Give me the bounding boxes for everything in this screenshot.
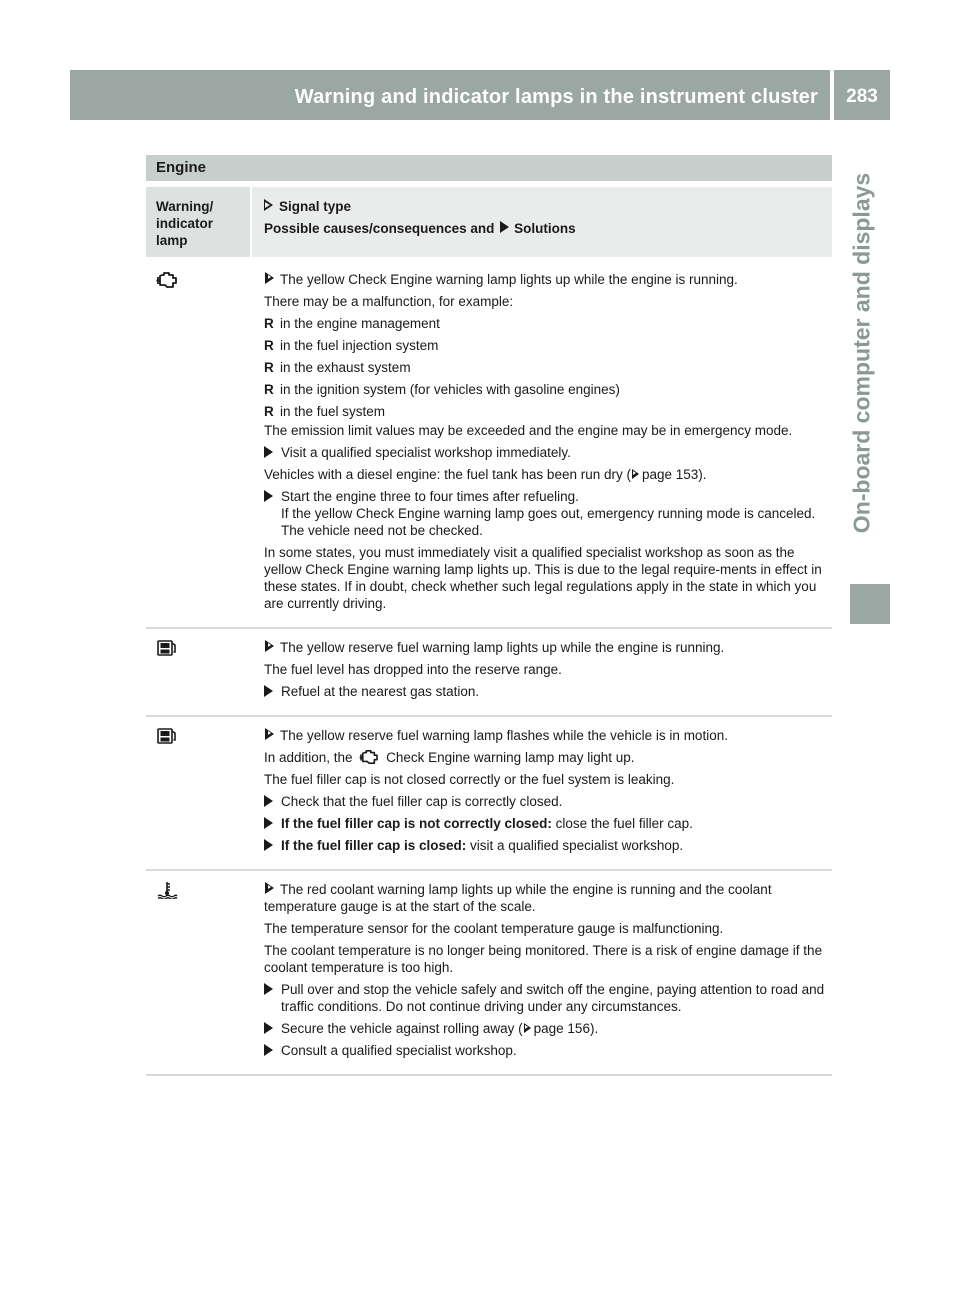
section-title: Engine xyxy=(156,159,207,176)
paragraph: Vehicles with a diesel engine: the fuel tank has been run dry ( page 153). xyxy=(264,467,707,482)
action-step: Start the engine three to four times after refueling. If the yellow Check Engine warning lamp goes out, emergency running mode is canceled. The vehicle need not be checked. xyxy=(264,488,830,539)
column-header-lamp-text: Warning/ indicator lamp xyxy=(156,199,214,248)
action-arrow-icon xyxy=(264,446,273,458)
signal-type-icon xyxy=(264,199,273,211)
table-row xyxy=(146,871,832,1076)
cause-intro: There may be a malfunction, for example: xyxy=(264,294,514,309)
list-item: R in the fuel injection system xyxy=(264,338,439,353)
fuel-pump-icon xyxy=(156,727,178,745)
page-reference-icon xyxy=(632,469,639,479)
solutions-arrow-icon xyxy=(500,221,509,233)
solutions-label: Solutions xyxy=(514,221,576,236)
section-header xyxy=(146,155,832,181)
action-arrow-icon xyxy=(264,490,273,502)
page-reference-link[interactable]: page 156). xyxy=(533,1021,599,1036)
action-arrow-icon xyxy=(264,795,273,807)
chapter-label: On-board computer and displays xyxy=(848,172,875,534)
chapter-marker xyxy=(850,584,890,624)
table-row xyxy=(146,261,832,629)
page-header-title: Warning and indicator lamps in the instrument cluster xyxy=(294,86,818,108)
list-item: R in the exhaust system xyxy=(264,360,411,375)
paragraph: In some states, you must immediately visit a qualified specialist workshop as soon as the yellow Check Engine warning lamp lights up. This is due to the legal require-ments in effect in these states. If in doubt, check whether such legal regulations apply in the state in which you are currently driving. xyxy=(264,545,822,611)
content-cell xyxy=(252,871,832,1074)
action-arrow-icon xyxy=(264,1022,273,1034)
signal-text: The yellow Check Engine warning lamp lights up while the engine is running. xyxy=(280,272,738,287)
paragraph: The fuel level has dropped into the reserve range. xyxy=(264,662,562,677)
paragraph: The fuel filler cap is not closed correctly or the fuel system is leaking. xyxy=(264,772,675,787)
content-cell xyxy=(252,261,832,627)
causes-label: Possible causes/consequences and xyxy=(264,221,495,236)
column-header-signal xyxy=(252,187,832,257)
signal-type-label: Signal type xyxy=(279,199,352,214)
action-arrow-icon xyxy=(264,983,273,995)
signal-type-icon xyxy=(265,882,274,894)
paragraph: The temperature sensor for the coolant temperature gauge is malfunctioning. xyxy=(264,921,724,936)
action-arrow-icon xyxy=(264,1044,273,1056)
list-item: R in the fuel system xyxy=(264,404,386,419)
paragraph: The emission limit values may be exceeded and the engine may be in emergency mode. xyxy=(264,423,793,438)
action-step: If the fuel filler cap is not correctly closed: close the fuel filler cap. xyxy=(264,815,830,832)
action-step: Refuel at the nearest gas station. xyxy=(264,683,830,700)
action-step: Secure the vehicle against rolling away ( page 156). xyxy=(264,1020,830,1037)
lamp-cell xyxy=(146,629,252,715)
lamp-cell xyxy=(146,261,252,627)
fuel-pump-icon xyxy=(156,639,178,657)
action-step: Visit a qualified specialist workshop immediately. xyxy=(264,444,830,461)
signal-type-icon xyxy=(265,640,274,652)
content-cell xyxy=(252,629,832,715)
paragraph: The coolant temperature is no longer being monitored. There is a risk of engine damage if the coolant temperature is too high. xyxy=(264,943,823,975)
warning-lamp-table xyxy=(146,187,832,1076)
page-reference-icon xyxy=(524,1023,531,1033)
signal-type-icon xyxy=(265,728,274,740)
check-engine-icon xyxy=(358,749,380,765)
lamp-cell xyxy=(146,717,252,869)
list-item: R in the ignition system (for vehicles with gasoline engines) xyxy=(264,382,620,397)
action-arrow-icon xyxy=(264,839,273,851)
content-cell xyxy=(252,717,832,869)
header-bar xyxy=(70,70,830,120)
action-step: Pull over and stop the vehicle safely and switch off the engine, paying attention to road and traffic conditions. Do not continue driving under any circumstances. xyxy=(264,981,830,1015)
page-reference-link[interactable]: page 153). xyxy=(641,467,707,482)
coolant-temperature-icon xyxy=(156,881,178,899)
action-arrow-icon xyxy=(264,685,273,697)
lamp-cell xyxy=(146,871,252,1074)
chapter-side-tab xyxy=(834,125,890,580)
signal-type-icon xyxy=(265,272,274,284)
paragraph: In addition, the Check Engine warning lamp may light up. xyxy=(264,750,635,765)
table-row xyxy=(146,629,832,717)
page-number-box xyxy=(834,70,890,120)
list-item: R in the engine management xyxy=(264,316,440,331)
signal-text: The yellow reserve fuel warning lamp flashes while the vehicle is in motion. xyxy=(280,728,728,743)
action-step: Check that the fuel filler cap is correctly closed. xyxy=(264,793,830,810)
action-step: If the fuel filler cap is closed: visit a qualified specialist workshop. xyxy=(264,837,830,854)
signal-text: The yellow reserve fuel warning lamp lights up while the engine is running. xyxy=(280,640,725,655)
column-header-lamp xyxy=(146,187,250,257)
table-row xyxy=(146,717,832,871)
table-header xyxy=(146,187,832,257)
check-engine-icon xyxy=(156,271,178,289)
action-arrow-icon xyxy=(264,817,273,829)
action-step: Consult a qualified specialist workshop. xyxy=(264,1042,830,1059)
signal-text: The red coolant warning lamp lights up while the engine is running and the coolant temperature gauge is at the start of the scale. xyxy=(264,882,772,914)
page-number: 283 xyxy=(846,86,878,107)
